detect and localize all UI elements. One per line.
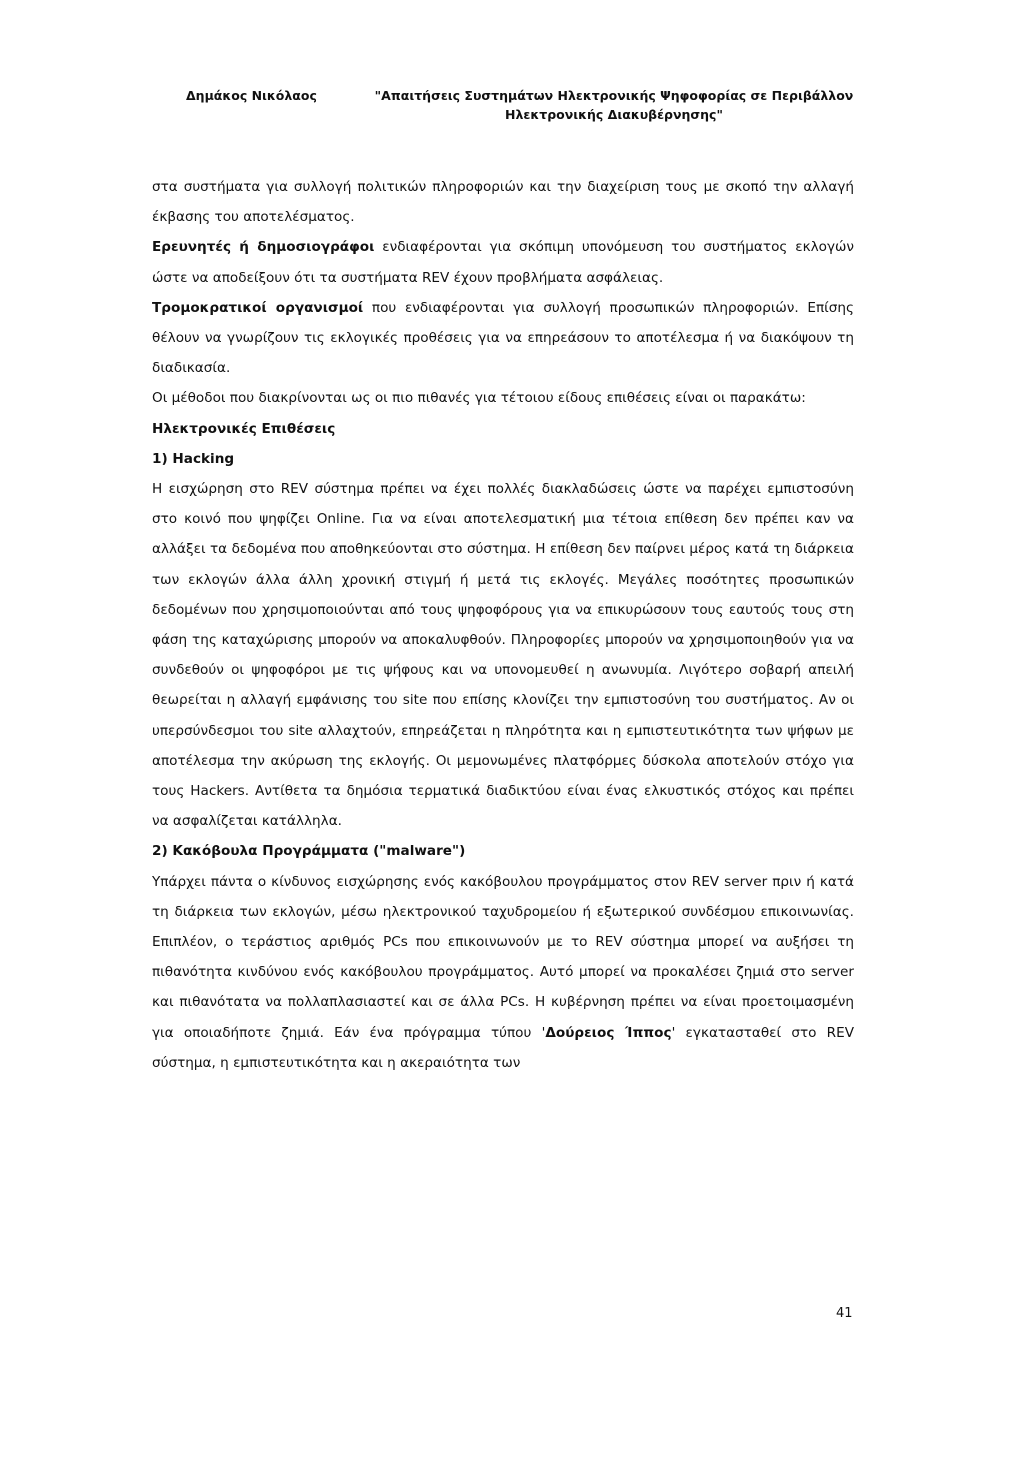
paragraph-methods: Οι μέθοδοι που διακρίνονται ως οι πιο πιθανές για τέτοιου είδους επιθέσεις είναι οι παρακάτω: <box>152 390 806 407</box>
heading-hacking: 1) Hacking <box>152 450 235 467</box>
malware-text-start: Υπάρχει πάντα ο κίνδυνος εισχώρησης ενός κακόβουλου προγράμματος στον REV server πριν ή κατά τη διάρκεια των εκλογών, μέσω ηλεκτρονικού ταχυδρομείου ή εξωτερικού συνδέσμου επικοινωνίας. Επιπλέον, ο τεράστιος αριθμός PCs που επικοινωνούν με το REV σύστημα μπορεί να αυξήσει τη πιθανότητα κινδύνου ενός κακόβουλου προγράμματος. Αυτό μπορεί να προκαλέσει ζημιά στο server και πιθανότατα να πολλαπλασιαστεί και σε άλλα PCs. Η κυβέρνηση πρέπει να είναι προετοιμασμένη για οποιαδήποτε ζημιά. Εάν ένα πρόγραμμα τύπου ' <box>152 873 854 1041</box>
malware-text-end: ' εγκατασταθεί στο REV σύστημα, η εμπιστευτικότητα και η ακεραιότητα των <box>152 1024 855 1071</box>
heading-electronic-attacks: Ηλεκτρονικές Επιθέσεις <box>152 420 336 437</box>
heading-malware: 2) Κακόβουλα Προγράμματα ("malware") <box>152 843 466 860</box>
trojan-horse-label: Δούρειος Ίππος <box>545 1024 672 1041</box>
header-title: "Απαιτήσεις Συστημάτων Ηλεκτρονικής Ψηφοφορίας σε Περιβάλλον Ηλεκτρονικής Διακυβέρνησης" <box>374 88 854 122</box>
researchers-text: ενδιαφέρονται για σκόπιμη υπονόμευση του συστήματος εκλογών ώστε να αποδείξουν ότι τα συστήματα REV έχουν προβλήματα ασφάλειας. <box>152 239 854 286</box>
paragraph-political-info: στα συστήματα για συλλογή πολιτικών πληροφοριών και την διαχείριση τους με σκοπό την αλλαγή έκβασης του αποτελέσματος. <box>152 179 854 226</box>
paragraph-researchers <box>152 232 854 292</box>
terrorists-text: που ενδιαφέρονται για συλλογή προσωπικών πληροφοριών. Επίσης θέλουν να γνωρίζουν τις εκλογικές προθέσεις για να επηρεάσουν το αποτέλεσμα ή να διακόψουν τη διαδικασία. <box>152 299 854 377</box>
paragraph-terrorists <box>152 293 854 384</box>
researchers-label: Ερευνητές ή δημοσιογράφοι <box>152 239 375 256</box>
page-number: 41 <box>836 1306 853 1321</box>
header-author: Δημάκος Νικόλαος <box>186 88 317 103</box>
terrorists-label: Τρομοκρατικοί οργανισμοί <box>152 299 364 316</box>
paragraph-hacking: Η εισχώρηση στο REV σύστημα πρέπει να έχει πολλές διακλαδώσεις ώστε να παρέχει εμπιστοσύνη στο κοινό που ψηφίζει Online. Για να είναι αποτελεσματική μια τέτοια επίθεση δεν πρέπει καν να αλλάξει τα δεδομένα που αποθηκεύονται στο σύστημα. Η επίθεση δεν παίρνει μέρος κατά τη διάρκεια των εκλογών άλλα άλλη χρονική στιγμή ή μετά τις εκλογές. Μεγάλες ποσότητες προσωπικών δεδομένων που χρησιμοποιούνται από τους ψηφοφόρους για να επικυρώσουν τους εαυτούς τους στη φάση της καταχώρισης μπορούν να αποκαλυφθούν. Πληροφορίες μπορούν να χρησιμοποιηθούν για να συνδεθούν οι ψηφοφόροι με τις ψήφους και να υπονομευθεί η ανωνυμία. Λιγότερο σοβαρή απειλή θεωρείται η αλλαγή εμφάνισης του site που επίσης κλονίζει την εμπιστοσύνη του συστήματος. Αν οι υπερσύνδεσμοι του site αλλαχτούν, επηρεάζεται η πληρότητα και η εμπιστευτικότητα των ψήφων με αποτέλεσμα την ακύρωση της εκλογής. Οι μεμονωμένες πλατφόρμες δύσκολα αποτελούν στόχο για τους Hackers. Αντίθετα τα δημόσια τερματικά διαδικτύου είναι ένας ελκυστικός στόχος και πρέπει να ασφαλίζεται κατάλληλα. <box>152 481 854 830</box>
paragraph-malware <box>152 867 854 1078</box>
document-body <box>152 172 854 1078</box>
